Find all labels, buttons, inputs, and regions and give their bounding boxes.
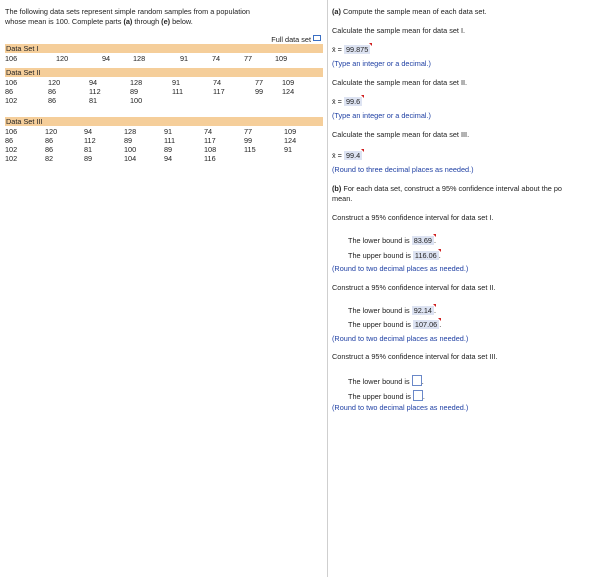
cell: 124 bbox=[282, 87, 295, 96]
cell: 74 bbox=[204, 127, 213, 136]
cell: 120 bbox=[45, 127, 58, 136]
ci-1-prompt: Construct a 95% confidence interval for data set I. bbox=[332, 213, 494, 222]
cell: 109 bbox=[275, 54, 288, 63]
ci-3-upper-input[interactable] bbox=[413, 390, 423, 401]
cell: 111 bbox=[164, 136, 176, 145]
cell: 128 bbox=[133, 54, 146, 63]
intro-part-e: (e) bbox=[161, 17, 171, 26]
upper-bound-label: The upper bound is bbox=[348, 320, 411, 329]
part-b-label: (b) bbox=[332, 184, 342, 193]
cell: 86 bbox=[45, 136, 54, 145]
cell: 115 bbox=[244, 145, 256, 154]
intro-line-1: The following data sets represent simple random samples from a population bbox=[5, 7, 250, 16]
cell: 94 bbox=[84, 127, 93, 136]
cell: 74 bbox=[212, 54, 221, 63]
lower-bound-label: The lower bound is bbox=[348, 236, 410, 245]
cell: 86 bbox=[45, 145, 54, 154]
x-bar-symbol: x̄ = bbox=[332, 45, 342, 54]
left-pane bbox=[5, 7, 323, 163]
part-a-label: (a) bbox=[332, 7, 341, 16]
mean-2-hint: (Type an integer or a decimal.) bbox=[332, 111, 431, 120]
cell: 128 bbox=[124, 127, 137, 136]
expand-window-icon bbox=[313, 35, 321, 41]
ci-2-upper-answer[interactable]: 107.06 bbox=[414, 320, 438, 329]
period: . bbox=[422, 392, 425, 401]
cell: 112 bbox=[89, 87, 101, 96]
cell: 99 bbox=[255, 87, 264, 96]
intro-text: whose mean is 100. Complete parts bbox=[5, 17, 124, 26]
cell: 86 bbox=[5, 136, 14, 145]
table-row bbox=[5, 136, 323, 145]
table-row bbox=[5, 54, 323, 63]
calc-mean-2-prompt: Calculate the sample mean for data set II. bbox=[332, 78, 468, 87]
cell: 89 bbox=[124, 136, 133, 145]
table-row bbox=[5, 127, 323, 136]
cell: 77 bbox=[244, 127, 253, 136]
problem-intro bbox=[5, 7, 323, 27]
part-a-text: Compute the sample mean of each data set. bbox=[340, 7, 487, 16]
ci-2-lower-answer[interactable]: 92.14 bbox=[413, 306, 432, 315]
cell: 94 bbox=[89, 78, 98, 87]
calc-mean-3-prompt: Calculate the sample mean for data set III. bbox=[332, 130, 470, 139]
cell: 102 bbox=[5, 154, 18, 163]
table-row bbox=[5, 96, 323, 105]
cell: 89 bbox=[164, 145, 173, 154]
cell: 116 bbox=[204, 154, 216, 163]
part-b-text: For each data set, construct a 95% confidence interval about the po bbox=[341, 184, 562, 193]
cell: 128 bbox=[130, 78, 143, 87]
lower-bound-label: The lower bound is bbox=[348, 377, 410, 386]
data-set-1-title: Data Set I bbox=[5, 44, 323, 53]
table-row bbox=[5, 145, 323, 154]
ci-1-lower-answer[interactable]: 83.69 bbox=[413, 236, 432, 245]
mean-1-hint: (Type an integer or a decimal.) bbox=[332, 59, 431, 68]
ci-2-hint: (Round to two decimal places as needed.) bbox=[332, 334, 469, 343]
data-set-2-title: Data Set II bbox=[5, 68, 323, 77]
full-data-set-label: Full data set bbox=[271, 35, 311, 44]
ci-3-lower-input[interactable] bbox=[412, 375, 422, 386]
cell: 112 bbox=[84, 136, 96, 145]
cell: 109 bbox=[282, 78, 295, 87]
mean-3-answer[interactable]: 99.4 bbox=[345, 151, 361, 160]
ci-3-lower-row bbox=[348, 375, 424, 387]
mean-2-answer[interactable]: 99.6 bbox=[345, 97, 361, 106]
cell: 91 bbox=[284, 145, 293, 154]
mean-3-row bbox=[332, 151, 362, 161]
calc-mean-1-prompt: Calculate the sample mean for data set I. bbox=[332, 26, 466, 35]
ci-1-upper-answer[interactable]: 116.06 bbox=[414, 251, 437, 260]
ci-2-prompt: Construct a 95% confidence interval for data set II. bbox=[332, 283, 496, 292]
mean-3-hint: (Round to three decimal places as needed.) bbox=[332, 165, 474, 174]
ci-1-lower-row bbox=[348, 236, 436, 246]
mean-1-answer[interactable]: 99.875 bbox=[345, 45, 369, 54]
x-bar-symbol: x̄ = bbox=[332, 97, 342, 106]
cell: 81 bbox=[89, 96, 98, 105]
cell: 94 bbox=[102, 54, 111, 63]
cell: 77 bbox=[255, 78, 264, 87]
ci-3-hint: (Round to two decimal places as needed.) bbox=[332, 403, 469, 412]
cell: 91 bbox=[172, 78, 181, 87]
period: . bbox=[433, 306, 436, 315]
cell: 120 bbox=[56, 54, 69, 63]
intro-text: below. bbox=[170, 17, 193, 26]
ci-3-prompt: Construct a 95% confidence interval for data set III. bbox=[332, 352, 498, 361]
cell: 111 bbox=[172, 87, 184, 96]
cell: 81 bbox=[84, 145, 93, 154]
cell: 91 bbox=[164, 127, 173, 136]
intro-part-a: (a) bbox=[123, 17, 133, 26]
table-row bbox=[5, 78, 323, 87]
cell: 77 bbox=[244, 54, 253, 63]
mean-2-row bbox=[332, 97, 362, 107]
cell: 102 bbox=[5, 145, 18, 154]
cell: 117 bbox=[213, 87, 225, 96]
cell: 106 bbox=[5, 78, 18, 87]
intro-text: through bbox=[132, 17, 162, 26]
cell: 102 bbox=[5, 96, 18, 105]
ci-3-upper-row bbox=[348, 390, 425, 402]
cell: 108 bbox=[204, 145, 217, 154]
part-b-heading bbox=[332, 184, 562, 194]
intro-line-2 bbox=[5, 17, 323, 27]
x-bar-symbol: x̄ = bbox=[332, 151, 342, 160]
part-a-heading bbox=[332, 7, 487, 17]
ci-2-upper-row bbox=[348, 320, 441, 330]
period: . bbox=[439, 320, 442, 329]
cell: 104 bbox=[124, 154, 137, 163]
cell: 109 bbox=[284, 127, 297, 136]
cell: 94 bbox=[164, 154, 173, 163]
part-b-text-2: mean. bbox=[332, 194, 353, 203]
upper-bound-label: The upper bound is bbox=[348, 251, 411, 260]
ci-1-hint: (Round to two decimal places as needed.) bbox=[332, 264, 469, 273]
upper-bound-label: The upper bound is bbox=[348, 392, 411, 401]
cell: 82 bbox=[45, 154, 54, 163]
cell: 86 bbox=[5, 87, 14, 96]
lower-bound-label: The lower bound is bbox=[348, 306, 410, 315]
table-row bbox=[5, 154, 323, 163]
cell: 106 bbox=[5, 54, 18, 63]
cell: 86 bbox=[48, 87, 57, 96]
ci-2-lower-row bbox=[348, 306, 436, 316]
cell: 124 bbox=[284, 136, 297, 145]
cell: 89 bbox=[130, 87, 139, 96]
period: . bbox=[421, 377, 424, 386]
cell: 74 bbox=[213, 78, 222, 87]
data-set-3-title: Data Set III bbox=[5, 117, 323, 126]
cell: 100 bbox=[124, 145, 137, 154]
cell: 106 bbox=[5, 127, 18, 136]
full-data-set-link[interactable] bbox=[271, 35, 321, 44]
period: . bbox=[433, 236, 436, 245]
cell: 117 bbox=[204, 136, 216, 145]
cell: 100 bbox=[130, 96, 143, 105]
cell: 91 bbox=[180, 54, 189, 63]
pane-divider[interactable] bbox=[327, 0, 328, 577]
cell: 89 bbox=[84, 154, 93, 163]
ci-1-upper-row bbox=[348, 251, 441, 261]
cell: 120 bbox=[48, 78, 61, 87]
cell: 86 bbox=[48, 96, 57, 105]
cell: 99 bbox=[244, 136, 253, 145]
mean-1-row bbox=[332, 45, 370, 55]
table-row bbox=[5, 87, 323, 96]
period: . bbox=[438, 251, 441, 260]
